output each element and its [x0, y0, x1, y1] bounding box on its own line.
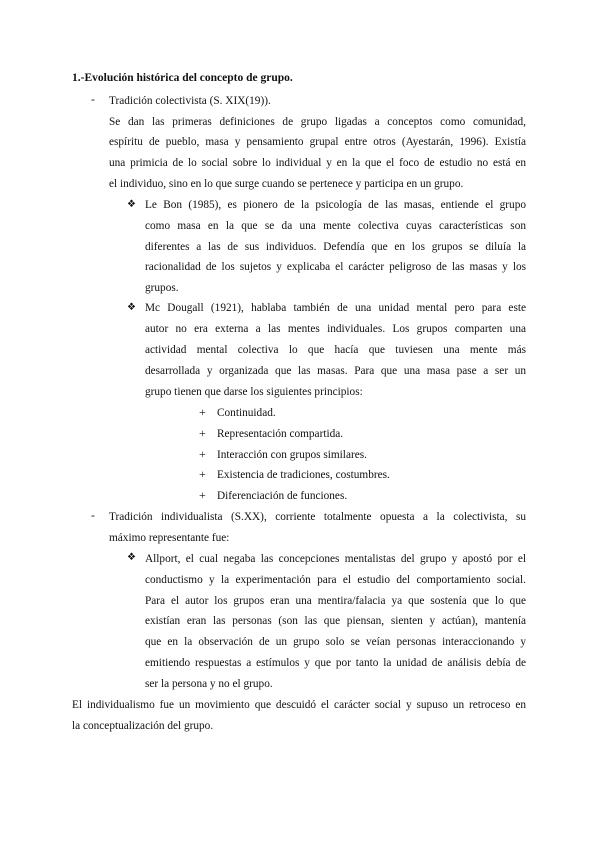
principle-item: Diferenciación de funciones.	[217, 490, 348, 502]
lebon-line: grupos.	[145, 282, 179, 294]
plus-bullet-icon: +	[199, 405, 206, 419]
plus-bullet-icon: +	[199, 447, 206, 461]
allport-line: emitiendo respuestas a estímulos y que por tanto la unidad de análisis debía de	[145, 657, 526, 669]
principle-item: Existencia de tradiciones, costumbres.	[217, 469, 390, 481]
mcdougall-line: autor no era externa a las mentes individuales. Los grupos comparten una	[145, 323, 526, 335]
allport-line: Allport, el cual negaba las concepciones mentalistas del grupo y apostó por el	[145, 553, 526, 565]
allport-line: ser la persona y no el grupo.	[145, 678, 273, 690]
lebon-line: diferentes a las de sus individuos. Defendía que en los grupos se diluía la	[145, 241, 526, 253]
mcdougall-line: actividad mental colectiva lo que hacía que tuviesen una mente más	[145, 344, 526, 356]
colectivista-line: una primicia de lo social sobre lo individual y en la que el foco de estudio no está en	[109, 157, 526, 169]
diamond-bullet-icon: ❖	[127, 199, 136, 210]
dash-bullet: -	[91, 510, 95, 522]
colectivista-line: el individuo, sino en lo que surge cuando se pertenece y participa en un grupo.	[109, 178, 464, 190]
plus-bullet-icon: +	[199, 467, 206, 481]
dash-bullet: -	[91, 94, 95, 106]
mcdougall-line: desarrollada y organizada que las masas. Para que una masa pase a ser un	[145, 365, 526, 377]
diamond-bullet-icon: ❖	[127, 552, 136, 563]
plus-bullet-icon: +	[199, 426, 206, 440]
principle-item: Interacción con grupos similares.	[217, 449, 367, 461]
individualista-title-line: Tradición individualista (S.XX), corriente totalmente opuesta a la colectivista, su	[109, 511, 526, 523]
diamond-bullet-icon: ❖	[127, 302, 136, 313]
colectivista-line: Se dan las primeras definiciones de grupo ligadas a conceptos como comunidad,	[109, 116, 526, 128]
mcdougall-line: Mc Dougall (1921), hablaba también de una unidad mental pero para este	[145, 302, 526, 314]
colectivista-line: espíritu de pueblo, masa y pensamiento grupal entre otros (Ayestarán, 1996). Existía	[109, 136, 526, 148]
allport-line: conductismo y la experimentación para el estudio del comportamiento social.	[145, 574, 526, 586]
lebon-line: Le Bon (1985), es pionero de la psicología de las masas, entiende el grupo	[145, 199, 526, 211]
principle-item: Continuidad.	[217, 407, 276, 419]
allport-line: existían eran las personas (son las que piensan, sienten y actúan), mantenía	[145, 615, 526, 627]
plus-bullet-icon: +	[199, 488, 206, 502]
principle-item: Representación compartida.	[217, 428, 344, 440]
section-heading: 1.-Evolución histórica del concepto de grupo.	[72, 72, 293, 84]
allport-line: que en la observación de un grupo solo se veían personas interaccionando y	[145, 636, 526, 648]
lebon-line: como masa en la que se da una mente colectiva cuyas características son	[145, 220, 526, 232]
individualista-title-line: máximo representante fue:	[109, 532, 230, 544]
allport-line: Para el autor los grupos eran una mentira/falacia ya que sostenía que lo que	[145, 595, 526, 607]
colectivista-title: Tradición colectivista (S. XIX(19)).	[109, 95, 271, 107]
conclusion-line: la conceptualización del grupo.	[72, 720, 214, 732]
mcdougall-line: grupo tienen que darse los siguientes principios:	[145, 386, 363, 398]
conclusion-line: El individualismo fue un movimiento que descuidó el carácter social y supuso un retroceso en	[72, 699, 526, 711]
lebon-line: racionalidad de los sujetos y explicaba el carácter peligroso de las masas y los	[145, 261, 526, 273]
